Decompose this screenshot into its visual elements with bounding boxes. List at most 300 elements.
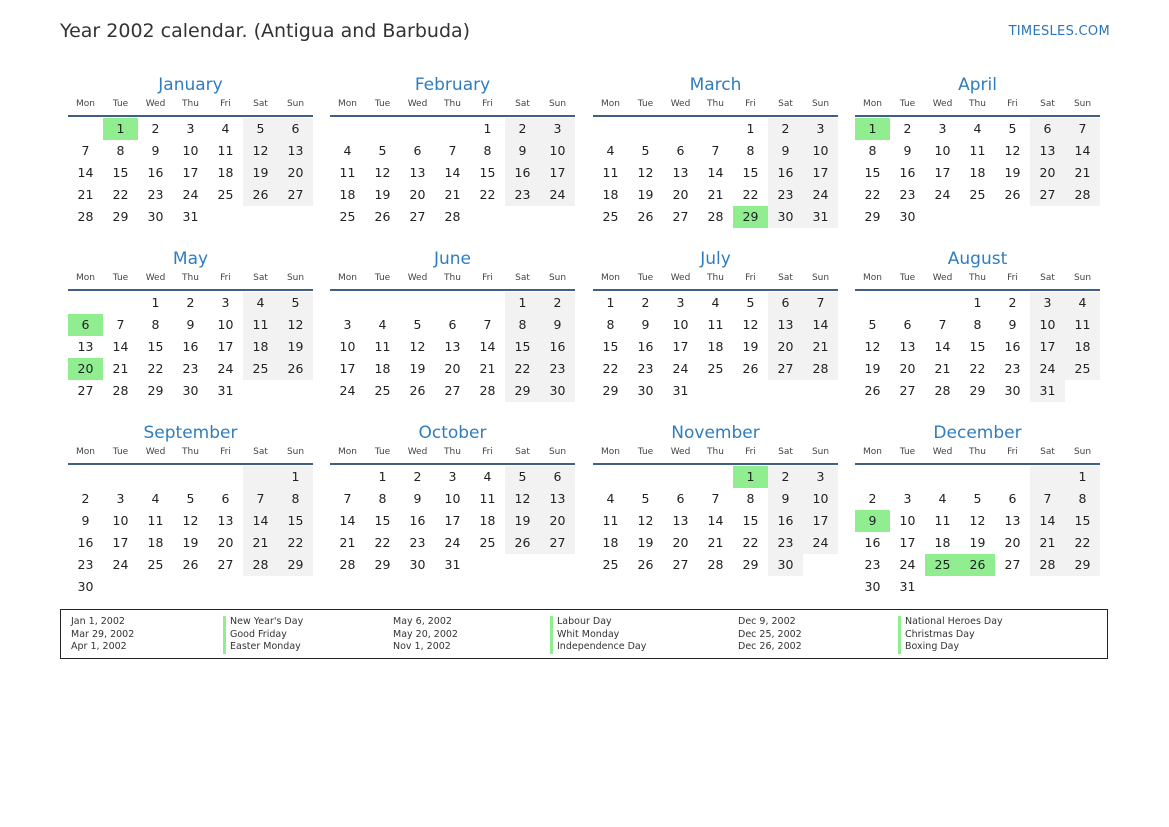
day-cell: 2 xyxy=(186,295,195,310)
day-cell: 20 xyxy=(899,361,916,376)
empty-cell xyxy=(243,466,278,488)
day-cell: 18 xyxy=(243,336,278,358)
day-cell: 20 xyxy=(1004,535,1021,550)
day-cell: 17 xyxy=(934,165,951,180)
day-cell: 11 xyxy=(602,165,619,180)
holiday-name: Good Friday xyxy=(223,629,303,642)
empty-cell xyxy=(365,118,400,140)
weekday-header xyxy=(68,97,313,117)
day-cell: 10 xyxy=(339,339,356,354)
day-cell: 21 xyxy=(707,187,724,202)
day-cell: 11 xyxy=(602,513,619,528)
day-cell: 19 xyxy=(278,336,313,358)
day-cell: 27 xyxy=(77,383,94,398)
day-cell: 23 xyxy=(899,187,916,202)
day-cell: 11 xyxy=(147,513,164,528)
month-january xyxy=(68,74,313,228)
empty-cell xyxy=(68,118,103,140)
day-cell: 15 xyxy=(742,165,759,180)
day-cell: 2 xyxy=(505,118,540,140)
holiday-date: Dec 9, 2002 xyxy=(738,616,796,627)
day-cell: 6 xyxy=(1008,491,1017,506)
day-cell: 30 xyxy=(182,383,199,398)
day-cell: 1 xyxy=(746,121,755,136)
weekday-label: Tue xyxy=(637,447,654,457)
day-cell: 13 xyxy=(278,140,313,162)
day-cell: 14 xyxy=(1065,140,1100,162)
empty-cell xyxy=(995,466,1030,488)
day-cell: 12 xyxy=(969,513,986,528)
day-cell: 28 xyxy=(339,557,356,572)
month-february xyxy=(330,74,575,228)
weekday-label: Mon xyxy=(601,273,620,283)
empty-cell xyxy=(470,292,505,314)
day-cell: 27 xyxy=(409,209,426,224)
day-cell: 9 xyxy=(413,491,422,506)
day-cell: 20 xyxy=(217,535,234,550)
day-cell: 4 xyxy=(151,491,160,506)
day-cell: 13 xyxy=(540,488,575,510)
weekday-label: Fri xyxy=(220,273,231,283)
day-cell: 2 xyxy=(151,121,160,136)
day-cell: 8 xyxy=(746,143,755,158)
day-cell: 14 xyxy=(339,513,356,528)
weekday-label: Wed xyxy=(145,99,166,109)
day-cell: 15 xyxy=(742,513,759,528)
empty-cell xyxy=(138,466,173,488)
day-cell: 15 xyxy=(479,165,496,180)
weekday-label: Thu xyxy=(444,99,461,109)
day-cell: 13 xyxy=(899,339,916,354)
day-cell: 15 xyxy=(505,336,540,358)
day-cell: 5 xyxy=(868,317,877,332)
weekday-header xyxy=(855,271,1100,291)
day-cell: 3 xyxy=(116,491,125,506)
day-cell: 17 xyxy=(1030,336,1065,358)
holiday-day-cell: 29 xyxy=(733,206,768,228)
day-cell: 19 xyxy=(409,361,426,376)
day-cell: 18 xyxy=(1065,336,1100,358)
day-cell: 29 xyxy=(505,380,540,402)
day-cell: 15 xyxy=(969,339,986,354)
weekday-label: Tue xyxy=(899,273,916,283)
weekday-label: Sun xyxy=(286,99,305,109)
day-cell: 16 xyxy=(637,339,654,354)
weekday-label: Fri xyxy=(745,447,756,457)
day-cell: 24 xyxy=(112,557,129,572)
day-cell: 8 xyxy=(973,317,982,332)
month-title: November xyxy=(671,423,760,443)
day-cell: 9 xyxy=(186,317,195,332)
holiday-name: New Year's Day xyxy=(223,616,303,629)
day-cell: 11 xyxy=(374,339,391,354)
day-cell: 28 xyxy=(707,209,724,224)
day-cell: 2 xyxy=(1008,295,1017,310)
day-cell: 3 xyxy=(903,491,912,506)
weekday-header xyxy=(593,445,838,465)
day-cell: 31 xyxy=(803,206,838,228)
day-cell: 18 xyxy=(602,187,619,202)
weekday-label: Sat xyxy=(515,99,530,109)
day-cell: 31 xyxy=(1030,380,1065,402)
holiday-dates-column xyxy=(393,616,458,654)
weekday-label: Sun xyxy=(286,447,305,457)
day-cell: 4 xyxy=(606,143,615,158)
weekday-label: Thu xyxy=(182,99,199,109)
empty-cell xyxy=(330,292,365,314)
day-cell: 4 xyxy=(343,143,352,158)
day-cell: 7 xyxy=(803,292,838,314)
day-cell: 7 xyxy=(81,143,90,158)
day-cell: 16 xyxy=(505,162,540,184)
weekday-label: Sun xyxy=(1073,273,1092,283)
day-cell: 15 xyxy=(112,165,129,180)
day-cell: 19 xyxy=(1004,165,1021,180)
day-cell: 17 xyxy=(803,510,838,532)
month-november xyxy=(593,422,838,576)
day-grid xyxy=(593,292,838,402)
day-cell: 25 xyxy=(339,209,356,224)
day-cell: 17 xyxy=(899,535,916,550)
day-cell: 7 xyxy=(116,317,125,332)
day-cell: 24 xyxy=(672,361,689,376)
day-cell: 13 xyxy=(444,339,461,354)
weekday-label: Sat xyxy=(253,273,268,283)
weekday-label: Wed xyxy=(407,99,428,109)
weekday-label: Fri xyxy=(1007,447,1018,457)
day-cell: 3 xyxy=(803,118,838,140)
empty-cell xyxy=(890,466,925,488)
day-cell: 17 xyxy=(540,162,575,184)
weekday-label: Mon xyxy=(338,273,357,283)
day-cell: 7 xyxy=(483,317,492,332)
weekday-label: Wed xyxy=(932,447,953,457)
day-cell: 9 xyxy=(540,314,575,336)
day-cell: 21 xyxy=(243,532,278,554)
weekday-label: Thu xyxy=(182,273,199,283)
empty-cell xyxy=(68,466,103,488)
day-cell: 30 xyxy=(768,554,803,576)
day-cell: 5 xyxy=(746,295,755,310)
day-cell: 15 xyxy=(374,513,391,528)
day-cell: 7 xyxy=(711,143,720,158)
weekday-label: Thu xyxy=(182,447,199,457)
weekday-label: Sat xyxy=(778,273,793,283)
day-cell: 10 xyxy=(899,513,916,528)
weekday-label: Thu xyxy=(444,273,461,283)
empty-cell xyxy=(593,118,628,140)
day-cell: 21 xyxy=(444,187,461,202)
day-cell: 3 xyxy=(186,121,195,136)
day-cell: 24 xyxy=(339,383,356,398)
weekday-label: Tue xyxy=(374,99,391,109)
day-cell: 29 xyxy=(864,209,881,224)
empty-cell xyxy=(435,118,470,140)
day-cell: 1 xyxy=(483,121,492,136)
day-cell: 27 xyxy=(768,358,803,380)
holiday-date: Dec 26, 2002 xyxy=(738,641,802,652)
day-cell: 29 xyxy=(278,554,313,576)
day-cell: 20 xyxy=(278,162,313,184)
holiday-date: May 20, 2002 xyxy=(393,628,458,640)
weekday-label: Wed xyxy=(670,273,691,283)
day-cell: 24 xyxy=(803,184,838,206)
weekday-label: Sat xyxy=(515,273,530,283)
day-cell: 23 xyxy=(768,184,803,206)
weekday-label: Tue xyxy=(899,447,916,457)
empty-cell xyxy=(855,466,890,488)
day-cell: 17 xyxy=(217,339,234,354)
day-cell: 6 xyxy=(676,491,685,506)
month-april xyxy=(855,74,1100,228)
day-cell: 19 xyxy=(637,187,654,202)
month-june xyxy=(330,248,575,402)
day-cell: 3 xyxy=(676,295,685,310)
month-title: March xyxy=(689,75,742,95)
day-cell: 9 xyxy=(903,143,912,158)
day-cell: 31 xyxy=(182,209,199,224)
weekday-label: Fri xyxy=(1007,99,1018,109)
day-cell: 26 xyxy=(637,209,654,224)
day-cell: 13 xyxy=(768,314,803,336)
month-title: January xyxy=(158,75,223,95)
month-title: October xyxy=(418,423,487,443)
day-cell: 10 xyxy=(803,488,838,510)
weekday-label: Thu xyxy=(969,99,986,109)
day-cell: 1 xyxy=(973,295,982,310)
day-cell: 16 xyxy=(768,510,803,532)
day-cell: 26 xyxy=(409,383,426,398)
weekday-label: Thu xyxy=(444,447,461,457)
day-cell: 22 xyxy=(505,358,540,380)
holiday-day-cell: 1 xyxy=(855,118,890,140)
weekday-label: Fri xyxy=(745,273,756,283)
weekday-label: Fri xyxy=(220,99,231,109)
day-cell: 20 xyxy=(768,336,803,358)
day-grid xyxy=(593,118,838,228)
holiday-names-column xyxy=(550,616,646,654)
day-cell: 5 xyxy=(641,491,650,506)
holiday-names-column xyxy=(223,616,303,654)
day-cell: 6 xyxy=(540,466,575,488)
day-cell: 7 xyxy=(1065,118,1100,140)
day-cell: 25 xyxy=(374,383,391,398)
weekday-header xyxy=(855,97,1100,117)
weekday-header xyxy=(330,271,575,291)
day-cell: 16 xyxy=(864,535,881,550)
weekday-label: Fri xyxy=(220,447,231,457)
day-cell: 30 xyxy=(864,579,881,594)
day-grid xyxy=(855,292,1100,402)
day-cell: 25 xyxy=(147,557,164,572)
day-grid xyxy=(593,466,838,576)
weekday-label: Mon xyxy=(338,99,357,109)
day-grid xyxy=(330,466,575,576)
day-cell: 26 xyxy=(1004,187,1021,202)
day-cell: 29 xyxy=(969,383,986,398)
day-cell: 11 xyxy=(479,491,496,506)
day-cell: 26 xyxy=(637,557,654,572)
weekday-label: Tue xyxy=(899,99,916,109)
day-cell: 19 xyxy=(243,162,278,184)
day-cell: 28 xyxy=(1065,184,1100,206)
day-cell: 28 xyxy=(934,383,951,398)
day-cell: 5 xyxy=(378,143,387,158)
day-cell: 20 xyxy=(1030,162,1065,184)
day-cell: 2 xyxy=(81,491,90,506)
holiday-day-cell: 9 xyxy=(855,510,890,532)
weekday-header xyxy=(68,271,313,291)
day-cell: 17 xyxy=(803,162,838,184)
day-cell: 18 xyxy=(479,513,496,528)
day-cell: 16 xyxy=(182,339,199,354)
weekday-label: Sat xyxy=(253,99,268,109)
weekday-header xyxy=(68,445,313,465)
day-cell: 19 xyxy=(864,361,881,376)
day-cell: 12 xyxy=(278,314,313,336)
day-cell: 18 xyxy=(934,535,951,550)
day-cell: 28 xyxy=(803,358,838,380)
weekday-label: Mon xyxy=(863,273,882,283)
empty-cell xyxy=(890,292,925,314)
day-cell: 17 xyxy=(672,339,689,354)
day-cell: 22 xyxy=(278,532,313,554)
day-cell: 24 xyxy=(182,187,199,202)
weekday-header xyxy=(593,97,838,117)
day-cell: 21 xyxy=(112,361,129,376)
weekday-label: Mon xyxy=(601,99,620,109)
day-cell: 30 xyxy=(147,209,164,224)
day-cell: 21 xyxy=(339,535,356,550)
empty-cell xyxy=(628,118,663,140)
day-cell: 13 xyxy=(1030,140,1065,162)
day-cell: 13 xyxy=(1004,513,1021,528)
day-cell: 3 xyxy=(540,118,575,140)
day-cell: 15 xyxy=(1065,510,1100,532)
weekday-label: Tue xyxy=(637,99,654,109)
weekday-header xyxy=(593,271,838,291)
day-cell: 16 xyxy=(1004,339,1021,354)
brand-link[interactable]: TIMESLES.COM xyxy=(1008,24,1110,39)
day-cell: 6 xyxy=(221,491,230,506)
day-cell: 6 xyxy=(1030,118,1065,140)
empty-cell xyxy=(593,466,628,488)
day-cell: 20 xyxy=(672,187,689,202)
day-cell: 3 xyxy=(1030,292,1065,314)
weekday-header xyxy=(855,445,1100,465)
day-cell: 12 xyxy=(1004,143,1021,158)
month-may xyxy=(68,248,313,402)
day-cell: 23 xyxy=(637,361,654,376)
weekday-label: Mon xyxy=(338,447,357,457)
empty-cell xyxy=(698,466,733,488)
day-cell: 18 xyxy=(602,535,619,550)
day-cell: 3 xyxy=(448,469,457,484)
day-cell: 4 xyxy=(483,469,492,484)
day-cell: 9 xyxy=(768,488,803,510)
day-cell: 10 xyxy=(217,317,234,332)
day-cell: 23 xyxy=(505,184,540,206)
day-cell: 27 xyxy=(444,383,461,398)
day-cell: 4 xyxy=(711,295,720,310)
day-cell: 27 xyxy=(278,184,313,206)
day-cell: 1 xyxy=(606,295,615,310)
day-cell: 6 xyxy=(768,292,803,314)
day-cell: 8 xyxy=(868,143,877,158)
weekday-label: Sat xyxy=(1040,273,1055,283)
day-cell: 15 xyxy=(278,510,313,532)
day-cell: 22 xyxy=(742,187,759,202)
weekday-label: Wed xyxy=(145,447,166,457)
day-cell: 17 xyxy=(339,361,356,376)
day-cell: 12 xyxy=(409,339,426,354)
day-cell: 3 xyxy=(221,295,230,310)
day-grid xyxy=(330,118,575,228)
day-grid xyxy=(68,292,313,402)
day-cell: 16 xyxy=(540,336,575,358)
weekday-label: Wed xyxy=(932,99,953,109)
holiday-date: Jan 1, 2002 xyxy=(71,616,125,627)
day-cell: 8 xyxy=(606,317,615,332)
weekday-label: Fri xyxy=(482,99,493,109)
weekday-label: Tue xyxy=(112,273,129,283)
empty-cell xyxy=(400,118,435,140)
day-cell: 28 xyxy=(1030,554,1065,576)
day-cell: 6 xyxy=(448,317,457,332)
day-cell: 11 xyxy=(243,314,278,336)
day-cell: 9 xyxy=(1008,317,1017,332)
day-cell: 9 xyxy=(505,140,540,162)
day-cell: 12 xyxy=(637,165,654,180)
day-cell: 14 xyxy=(112,339,129,354)
day-cell: 19 xyxy=(374,187,391,202)
day-cell: 24 xyxy=(934,187,951,202)
day-cell: 13 xyxy=(672,165,689,180)
day-cell: 1 xyxy=(378,469,387,484)
empty-cell xyxy=(663,118,698,140)
month-title: February xyxy=(414,75,491,95)
day-cell: 5 xyxy=(1008,121,1017,136)
weekday-label: Thu xyxy=(707,273,724,283)
day-cell: 2 xyxy=(641,295,650,310)
month-title: May xyxy=(172,249,209,269)
day-cell: 9 xyxy=(641,317,650,332)
holiday-day-cell: 1 xyxy=(733,466,768,488)
day-cell: 7 xyxy=(1030,488,1065,510)
day-cell: 11 xyxy=(707,317,724,332)
day-cell: 4 xyxy=(221,121,230,136)
day-cell: 7 xyxy=(448,143,457,158)
day-cell: 14 xyxy=(243,510,278,532)
weekday-label: Mon xyxy=(76,99,95,109)
day-cell: 21 xyxy=(934,361,951,376)
weekday-label: Sat xyxy=(515,447,530,457)
day-cell: 30 xyxy=(77,579,94,594)
day-cell: 7 xyxy=(343,491,352,506)
day-cell: 9 xyxy=(81,513,90,528)
day-cell: 5 xyxy=(641,143,650,158)
day-cell: 4 xyxy=(1065,292,1100,314)
day-cell: 4 xyxy=(973,121,982,136)
weekday-header xyxy=(330,97,575,117)
weekday-label: Mon xyxy=(863,447,882,457)
day-cell: 19 xyxy=(969,535,986,550)
day-cell: 10 xyxy=(1030,314,1065,336)
empty-cell xyxy=(435,292,470,314)
day-cell: 27 xyxy=(540,532,575,554)
month-title: December xyxy=(933,423,1022,443)
month-title: August xyxy=(947,249,1008,269)
